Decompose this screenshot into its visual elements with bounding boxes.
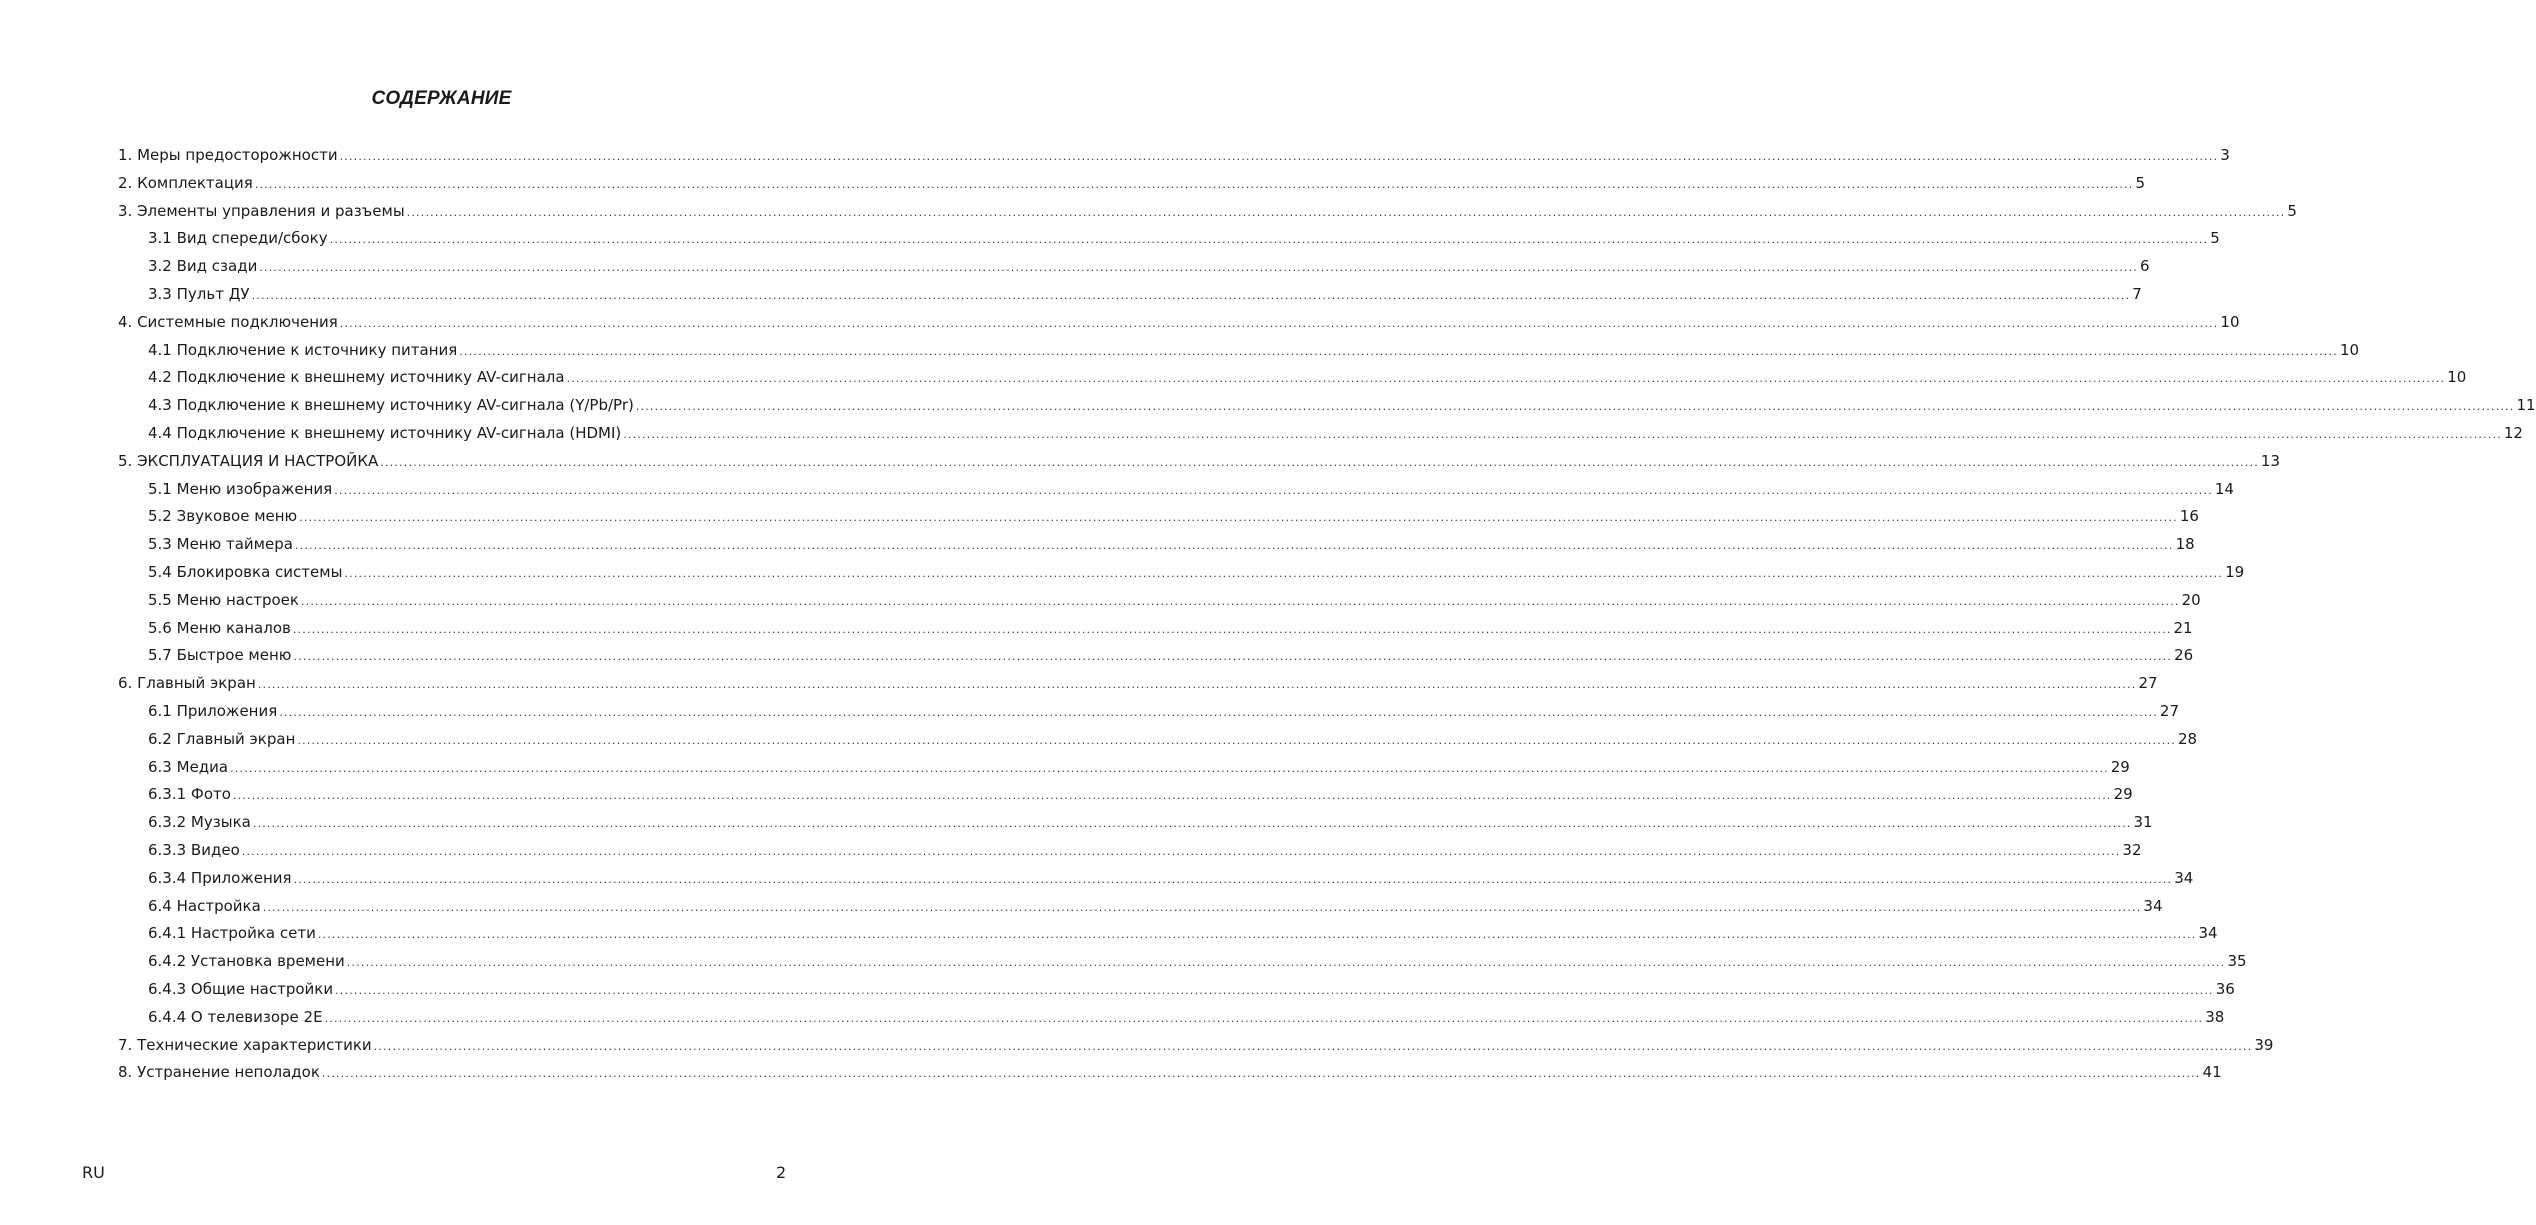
toc-dot-leader: ................................................................................................................................................................................................................................................................................................................................................................................................................ (623, 427, 2502, 441)
toc-entry[interactable] (118, 281, 2142, 309)
toc-entry[interactable] (118, 448, 2281, 476)
toc-entry-label: 1. Меры предосторожности (118, 146, 338, 164)
toc-entry-page: 38 (2205, 1007, 2225, 1026)
toc-entry-page: 5 (2135, 173, 2146, 192)
toc-entry[interactable] (118, 559, 2245, 587)
toc-entry-label: 6.4.4 О телевизоре 2E (148, 1007, 323, 1026)
toc-entry-label: 3.3 Пульт ДУ (148, 284, 250, 303)
toc-entry[interactable] (118, 726, 2198, 754)
toc-dot-leader: ................................................................................................................................................................................................................................................................................................................................................................................................................ (279, 705, 2158, 719)
toc-entry[interactable] (118, 1004, 2225, 1032)
toc-entry-label: 2. Комплектация (118, 173, 253, 192)
toc-entry-page: 5 (2287, 201, 2297, 220)
footer-page-number: 2 (776, 1163, 787, 1182)
toc-dot-leader: ................................................................................................................................................................................................................................................................................................................................................................................................................ (300, 594, 2180, 608)
toc-dot-leader: ................................................................................................................................................................................................................................................................................................................................................................................................................ (459, 344, 2338, 358)
toc-dot-leader: ................................................................................................................................................................................................................................................................................................................................................................................................................ (257, 678, 2137, 692)
toc-entry-label: 6.3.2 Музыка (148, 813, 251, 832)
toc-dot-leader: ................................................................................................................................................................................................................................................................................................................................................................................................................ (406, 205, 2286, 219)
toc-entry-page: 12 (2503, 423, 2523, 442)
toc-entry-page: 41 (2202, 1063, 2222, 1082)
toc-entry[interactable] (118, 476, 2234, 504)
toc-dot-leader: ................................................................................................................................................................................................................................................................................................................................................................................................................ (293, 872, 2173, 886)
toc-entry[interactable] (118, 754, 2130, 782)
toc-entry-page: 19 (2225, 562, 2245, 581)
toc-entry-label: 4.3 Подключение к внешнему источнику AV-сигнала (Y/Pb/Pr) (148, 396, 634, 415)
toc-entry[interactable] (118, 837, 2142, 865)
toc-entry-page: 34 (2143, 896, 2163, 915)
toc-entry-page: 3 (2220, 146, 2230, 164)
toc-entry-label: 5. ЭКСПЛУАТАЦИЯ И НАСТРОЙКА (118, 451, 379, 470)
toc-entry-page: 34 (2174, 868, 2194, 887)
toc-entry[interactable] (118, 1032, 2274, 1060)
toc-dot-leader: ................................................................................................................................................................................................................................................................................................................................................................................................................ (259, 261, 2138, 275)
toc-dot-leader: ................................................................................................................................................................................................................................................................................................................................................................................................................ (566, 372, 2446, 386)
toc-entry-label: 6.3.3 Видео (148, 840, 240, 859)
toc-dot-leader: ................................................................................................................................................................................................................................................................................................................................................................................................................ (254, 177, 2134, 191)
toc-entry-page: 11 (2516, 396, 2536, 415)
toc-dot-leader: ................................................................................................................................................................................................................................................................................................................................................................................................................ (292, 622, 2172, 636)
toc-entry[interactable] (118, 587, 2201, 615)
toc-entry[interactable] (118, 865, 2194, 893)
toc-dot-leader: ................................................................................................................................................................................................................................................................................................................................................................................................................ (635, 400, 2515, 414)
toc-entry-label: 5.2 Звуковое меню (148, 507, 298, 526)
toc-dot-leader: ................................................................................................................................................................................................................................................................................................................................................................................................................ (339, 150, 2219, 163)
toc-entry-page: 20 (2181, 590, 2201, 609)
toc-entry-label: 5.7 Быстрое меню (148, 646, 292, 665)
toc-entry-page: 21 (2173, 618, 2193, 637)
toc-dot-leader: ................................................................................................................................................................................................................................................................................................................................................................................................................ (335, 983, 2214, 997)
toc-entry-label: 3.2 Вид сзади (148, 257, 258, 276)
toc-dot-leader: ................................................................................................................................................................................................................................................................................................................................................................................................................ (339, 316, 2219, 330)
toc-entry-page: 32 (2122, 840, 2142, 859)
toc-entry[interactable] (118, 364, 2467, 392)
toc-entry[interactable] (118, 615, 2193, 643)
toc-entry-label: 5.4 Блокировка системы (148, 562, 343, 581)
toc-entry[interactable] (118, 503, 2199, 531)
toc-entry[interactable] (118, 698, 2179, 726)
toc-entry-label: 6.4.3 Общие настройки (148, 979, 334, 998)
toc-entry-page: 10 (2220, 312, 2240, 331)
toc-entry[interactable] (118, 920, 2218, 948)
toc-entry-page: 10 (2447, 368, 2467, 387)
toc-entry-label: 6.4.2 Установка времени (148, 952, 345, 971)
toc-dot-leader: ................................................................................................................................................................................................................................................................................................................................................................................................................ (317, 928, 2197, 942)
toc-entry[interactable] (118, 337, 2360, 365)
toc-entry-page: 29 (2113, 785, 2133, 804)
toc-dot-leader: ................................................................................................................................................................................................................................................................................................................................................................................................................ (380, 455, 2259, 469)
toc-entry-page: 34 (2198, 924, 2218, 943)
toc-dot-leader: ................................................................................................................................................................................................................................................................................................................................................................................................................ (344, 566, 2224, 580)
toc-entry-page: 39 (2254, 1035, 2274, 1054)
toc-entry[interactable] (118, 781, 2133, 809)
toc-dot-leader: ................................................................................................................................................................................................................................................................................................................................................................................................................ (293, 650, 2173, 664)
toc-entry-label: 6.1 Приложения (148, 701, 278, 720)
toc-entry-page: 10 (2339, 340, 2360, 359)
toc-dot-leader: ................................................................................................................................................................................................................................................................................................................................................................................................................ (329, 233, 2209, 247)
toc-entry-page: 6 (2139, 257, 2150, 276)
toc-entry-label: 7. Технические характеристики (118, 1035, 372, 1054)
toc-entry[interactable] (118, 531, 2195, 559)
toc-dot-leader: ................................................................................................................................................................................................................................................................................................................................................................................................................ (294, 539, 2174, 553)
toc-entry-label: 3. Элементы управления и разъемы (118, 201, 405, 220)
toc-entry-label: 5.6 Меню каналов (148, 618, 291, 637)
toc-entry-page: 29 (2110, 757, 2130, 776)
footer-language: RU (82, 1163, 105, 1182)
toc-entry[interactable] (118, 142, 2230, 170)
toc-entry-label: 5.5 Меню настроек (148, 590, 299, 609)
toc-entry-label: 4.1 Подключение к источнику питания (148, 340, 458, 359)
toc-entry[interactable] (118, 642, 2194, 670)
toc-dot-leader: ................................................................................................................................................................................................................................................................................................................................................................................................................ (334, 483, 2213, 497)
toc-dot-leader: ................................................................................................................................................................................................................................................................................................................................................................................................................ (230, 761, 2109, 775)
toc-dot-leader: ................................................................................................................................................................................................................................................................................................................................................................................................................ (324, 1011, 2204, 1025)
toc-entry-label: 6.3.4 Приложения (148, 868, 292, 887)
toc-entry-page: 28 (2178, 729, 2198, 748)
toc-dot-leader: ................................................................................................................................................................................................................................................................................................................................................................................................................ (299, 511, 2178, 525)
toc-dot-leader: ................................................................................................................................................................................................................................................................................................................................................................................................................ (297, 733, 2177, 747)
toc-dot-leader: ................................................................................................................................................................................................................................................................................................................................................................................................................ (232, 789, 2112, 803)
toc-entry-label: 6. Главный экран (118, 674, 256, 693)
toc-entry[interactable] (118, 253, 2150, 281)
toc-entry-label: 6.4 Настройка (148, 896, 261, 915)
toc-entry-page: 27 (2159, 701, 2179, 720)
toc-entry-page: 18 (2175, 535, 2195, 554)
toc-entry[interactable] (118, 170, 2146, 198)
toc-entry-label: 8. Устранение неполадок (118, 1063, 320, 1082)
toc-entry-label: 6.2 Главный экран (148, 729, 296, 748)
toc-entry[interactable] (118, 948, 2247, 976)
toc-entry[interactable] (118, 1059, 2222, 1087)
toc-entry-label: 6.3.1 Фото (148, 785, 231, 804)
toc-entry-page: 31 (2133, 813, 2153, 832)
toc-entry-page: 13 (2260, 451, 2281, 470)
toc-entry-label: 4.4 Подключение к внешнему источнику AV-сигнала (HDMI) (148, 423, 622, 442)
toc-entry[interactable] (118, 976, 2235, 1004)
toc-entry-label: 4.2 Подключение к внешнему источнику AV-сигнала (148, 368, 565, 387)
toc-entry[interactable] (118, 893, 2163, 921)
toc-entry-page: 27 (2138, 674, 2158, 693)
toc-dot-leader: ................................................................................................................................................................................................................................................................................................................................................................................................................ (346, 956, 2226, 970)
toc-dot-leader: ................................................................................................................................................................................................................................................................................................................................................................................................................ (252, 817, 2132, 831)
toc-entry[interactable] (118, 809, 2153, 837)
toc-entry-page: 14 (2214, 479, 2234, 498)
toc-entry[interactable] (118, 225, 2220, 253)
toc-dot-leader: ................................................................................................................................................................................................................................................................................................................................................................................................................ (262, 900, 2142, 914)
toc-dot-leader: ................................................................................................................................................................................................................................................................................................................................................................................................................ (321, 1067, 2201, 1081)
toc-entry-label: 5.1 Меню изображения (148, 479, 333, 498)
toc-entry-page: 26 (2174, 646, 2194, 665)
toc-entry-label: 4. Системные подключения (118, 312, 338, 331)
toc-entry-page: 35 (2227, 952, 2247, 971)
toc-entry[interactable] (118, 198, 2297, 226)
toc-dot-leader: ................................................................................................................................................................................................................................................................................................................................................................................................................ (251, 288, 2131, 302)
toc-dot-leader: ................................................................................................................................................................................................................................................................................................................................................................................................................ (373, 1039, 2253, 1053)
toc-entry-label: 6.4.1 Настройка сети (148, 924, 316, 943)
toc-entry-page: 36 (2215, 979, 2235, 998)
toc-entry-label: 6.3 Медиа (148, 757, 229, 776)
table-of-contents (118, 142, 2536, 1087)
toc-entry-page: 16 (2179, 507, 2199, 526)
toc-entry[interactable] (118, 670, 2158, 698)
toc-entry[interactable] (118, 309, 2240, 337)
toc-entry-page: 5 (2210, 229, 2220, 248)
toc-entry-label: 5.3 Меню таймера (148, 535, 293, 554)
toc-entry-label: 3.1 Вид спереди/сбоку (148, 229, 328, 248)
toc-entry[interactable] (118, 392, 2536, 420)
page-title: СОДЕРЖАНИЕ (371, 88, 512, 109)
toc-dot-leader: ................................................................................................................................................................................................................................................................................................................................................................................................................ (241, 844, 2121, 858)
toc-entry[interactable] (118, 420, 2523, 448)
toc-entry-page: 7 (2132, 284, 2142, 303)
